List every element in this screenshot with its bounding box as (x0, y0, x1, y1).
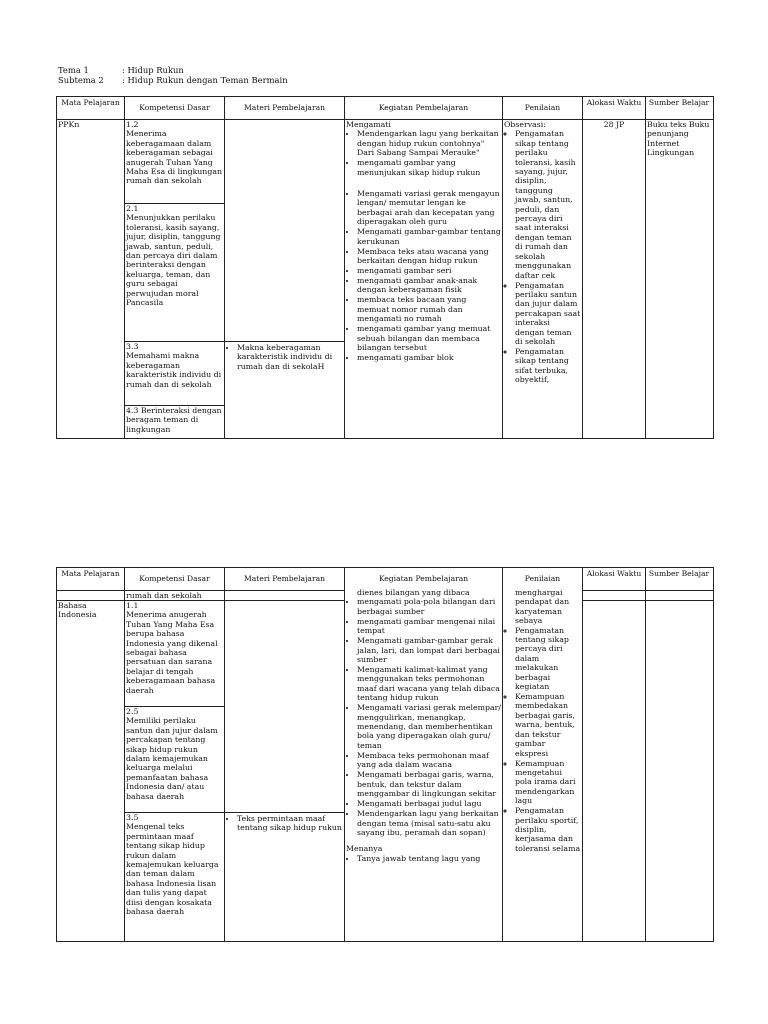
tema-label: Tema 1 (58, 65, 89, 75)
penilaian-item: ◦ Pengamatan perilaku santun dan jujur dalam percakapan saat interaksi dengan teman di sekolah (515, 281, 581, 347)
penilaian-continuation: menghargai pendapat dan karyateman sebaya (515, 588, 570, 626)
col-header-alokasi: Alokasi Waktu (586, 569, 642, 578)
mapel-cell: PPKn (58, 120, 80, 129)
kegiatan-cell (345, 120, 502, 437)
penilaian-item: ◦ Pengamatan tentang sikap percaya diri dalam melakukan berbagai kegiatan (515, 626, 581, 692)
kd-item: 2.1 Menunjukkan perilaku toleransi, kasih sayang, jujur, disiplin, tanggung jawab, santun, peduli, dan percaya diri dalam berinteraksi dengan keluarga, teman, dan guru sebagai perwujudan moral Pancasila (126, 204, 221, 308)
kd-item: 4.3 Berinteraksi dengan beragam teman di lingkungan (126, 406, 222, 434)
mapel-cell: Bahasa Indonesia (58, 601, 97, 620)
penilaian-item: ◦ Pengamatan perilaku sportif, disiplin, kerjasama dan toleransi selama (515, 806, 581, 853)
kegiatan-item: • Mendengarkan lagu yang berkaitan dengan hidup rukun contohnya" Dari Sabang Sampai Merauke" (357, 129, 501, 157)
materi-item: • Teks permintaan maaf tentang sikap hidup rukun (237, 814, 343, 833)
table-2 (56, 567, 714, 942)
kegiatan-item: • Mengamati berbagai garis, warna, bentuk, dan tekstur dalam menggambar di lingkungan sekitar (357, 770, 501, 798)
col-header-kegiatan: Kegiatan Pembelajaran (378, 103, 469, 112)
kd-item: 1.2 Menerima keberagamaan dalam keberagaman sebagai anugerah Tuhan Yang Maha Esa di lingkungan rumah dan sekolah (126, 120, 222, 186)
kegiatan-item: • Membaca teks permohonan maaf yang ada dalam wacana (357, 751, 501, 770)
penilaian-title: Observasi: (504, 120, 546, 129)
penilaian-item: ◦ Kemampuan membedakan berbagai garis, warna, bentuk, dan tekstur gambar ekspresi (515, 692, 581, 758)
menanya-title: Menanya (346, 844, 383, 854)
kegiatan-item: • mengamati gambar yang menunjukan sikap hidup rukun (357, 158, 501, 177)
subtema-value: : Hidup Rukun dengan Teman Bermain (122, 75, 288, 85)
tema-line (58, 65, 184, 75)
col-header-sumber: Sumber Belajar (648, 569, 710, 578)
subtema-line (58, 75, 288, 85)
kd-item: 1.1 Menerima anugerah Tuhan Yang Maha Esa berupa bahasa Indonesia yang dikenal sebagai bahasa persatuan dan sarana belajar di tengah keberagamaan bahasa daerah (126, 601, 218, 695)
kd-continuation: rumah dan sekolah (126, 591, 202, 600)
kegiatan-item: • mengamati gambar mengenai nilai tempat (357, 617, 501, 636)
kegiatan-item: • mengamati gambar blok (357, 353, 501, 362)
kd-item: 3.3 Memahami makna keberagaman karakteristik individu di rumah dan di sekolah (126, 342, 222, 389)
kd-item: 2.5 Memiliki perilaku santun dan jujur dalam percakapan tentang sikap hidup rukun dalam kemajemukan keluarga melalui pemanfaatan bahasa Indonesia dan/ atau bahasa daerah (126, 707, 218, 801)
kd-item: 3.5 Mengenal teks permintaan maaf tentang sikap hidup rukun dalam kemajemukan keluarga dan teman dalam bahasa Indonesia lisan dan tulis yang dapat diisi dengan kosakata bahasa daerah (126, 813, 219, 917)
table-1 (56, 96, 714, 439)
menanya-item: • Tanya jawab tentang lagu yang (357, 854, 501, 863)
materi-cell (225, 814, 344, 854)
col-header-penilaian: Penilaian (524, 103, 561, 112)
kegiatan-cell (345, 588, 502, 940)
kegiatan-item: • Mengamati berbagai judul lagu (357, 799, 501, 808)
kegiatan-title: Mengamati (346, 120, 391, 129)
kegiatan-item: • mengamati pola-pola bilangan dari berbagai sumber (357, 597, 501, 616)
kegiatan-continuation: dienes bilangan yang dibaca (357, 588, 470, 597)
col-header-materi: Materi Pembelajaran (243, 103, 326, 112)
sumber-cell: Buku teks Buku penunjang Internet Lingkungan (647, 120, 710, 158)
materi-item: • Makna keberagaman karakteristik individu di rumah dan di sekolaH (237, 343, 343, 371)
col-header-penilaian: Penilaian (524, 574, 561, 583)
materi-cell (225, 343, 344, 383)
penilaian-item: ◦ Pengamatan sikap tentang sifat terbuka, obyektif, (515, 347, 581, 385)
kegiatan-item: • mengamati gambar seri (357, 266, 501, 275)
penilaian-cell (503, 588, 582, 940)
alokasi-cell: 28 JP (603, 120, 625, 129)
kegiatan-item: • Mendengarkan lagu yang berkaitan dengan tema (misal satu-satu aku sayang ibu, peramah dan sopan) (357, 809, 501, 837)
col-header-alokasi: Alokasi Waktu (586, 98, 642, 107)
kegiatan-item: • Mengamati variasi gerak melempar/ menggulirkan, menangkap, menendang, dan memberhentikan bola yang diperagakan olah guru/ teman (357, 703, 501, 750)
penilaian-item: ◦ Kemampuan mengetahui pola irama dari mendengarkan lagu (515, 759, 581, 806)
kegiatan-item: • Mengamati variasi gerak mengayun lengan/ memutar lengan ke berbagai arah dan kecepatan yang diperagakan oleh guru (357, 189, 501, 227)
col-header-mapel: Mata Pelajaran (61, 98, 120, 107)
col-header-kd: Kompetensi Dasar (139, 103, 210, 112)
col-header-kd: Kompetensi Dasar (139, 574, 210, 583)
penilaian-cell (503, 120, 582, 437)
kegiatan-item: • Mengamati kalimat-kalimat yang menggunakan teks permohonan maaf dari wacana yang telah dibaca tentang hidup rukun (357, 665, 501, 703)
col-header-sumber: Sumber Belajar (648, 98, 710, 107)
col-header-materi: Materi Pembelajaran (243, 574, 326, 583)
kegiatan-item: • membaca teks bacaan yang memuat nomor rumah dan mengamati no rumah (357, 295, 501, 323)
kegiatan-item: • Membaca teks atau wacana yang berkaitan dengan hidup rukun (357, 247, 501, 266)
kegiatan-item: • Mengamati gambar-gambar gerak jalan, lari, dan lompat dari berbagai sumber (357, 636, 501, 664)
col-header-kegiatan: Kegiatan Pembelajaran (378, 574, 469, 583)
tema-value: : Hidup Rukun (122, 65, 184, 75)
col-header-mapel: Mata Pelajaran (61, 569, 120, 578)
penilaian-item: ◦ Pengamatan sikap tentang perilaku toleransi, kasih sayang, jujur, disiplin, tanggung jawab, santun, peduli, dan percaya diri saat interaksi dengan teman di rumah dan sekolah menggunakan daftar cek (515, 129, 581, 280)
kegiatan-item: • mengamati gambar yang memuat sebuah bilangan dan membaca bilangan tersebut (357, 324, 501, 352)
kegiatan-item: • mengamati gambar anak-anak dengan keberagaman fisik (357, 276, 501, 295)
kegiatan-item: • Mengamati gambar-gambar tentang kerukunan (357, 227, 501, 246)
subtema-label: Subtema 2 (58, 75, 104, 85)
